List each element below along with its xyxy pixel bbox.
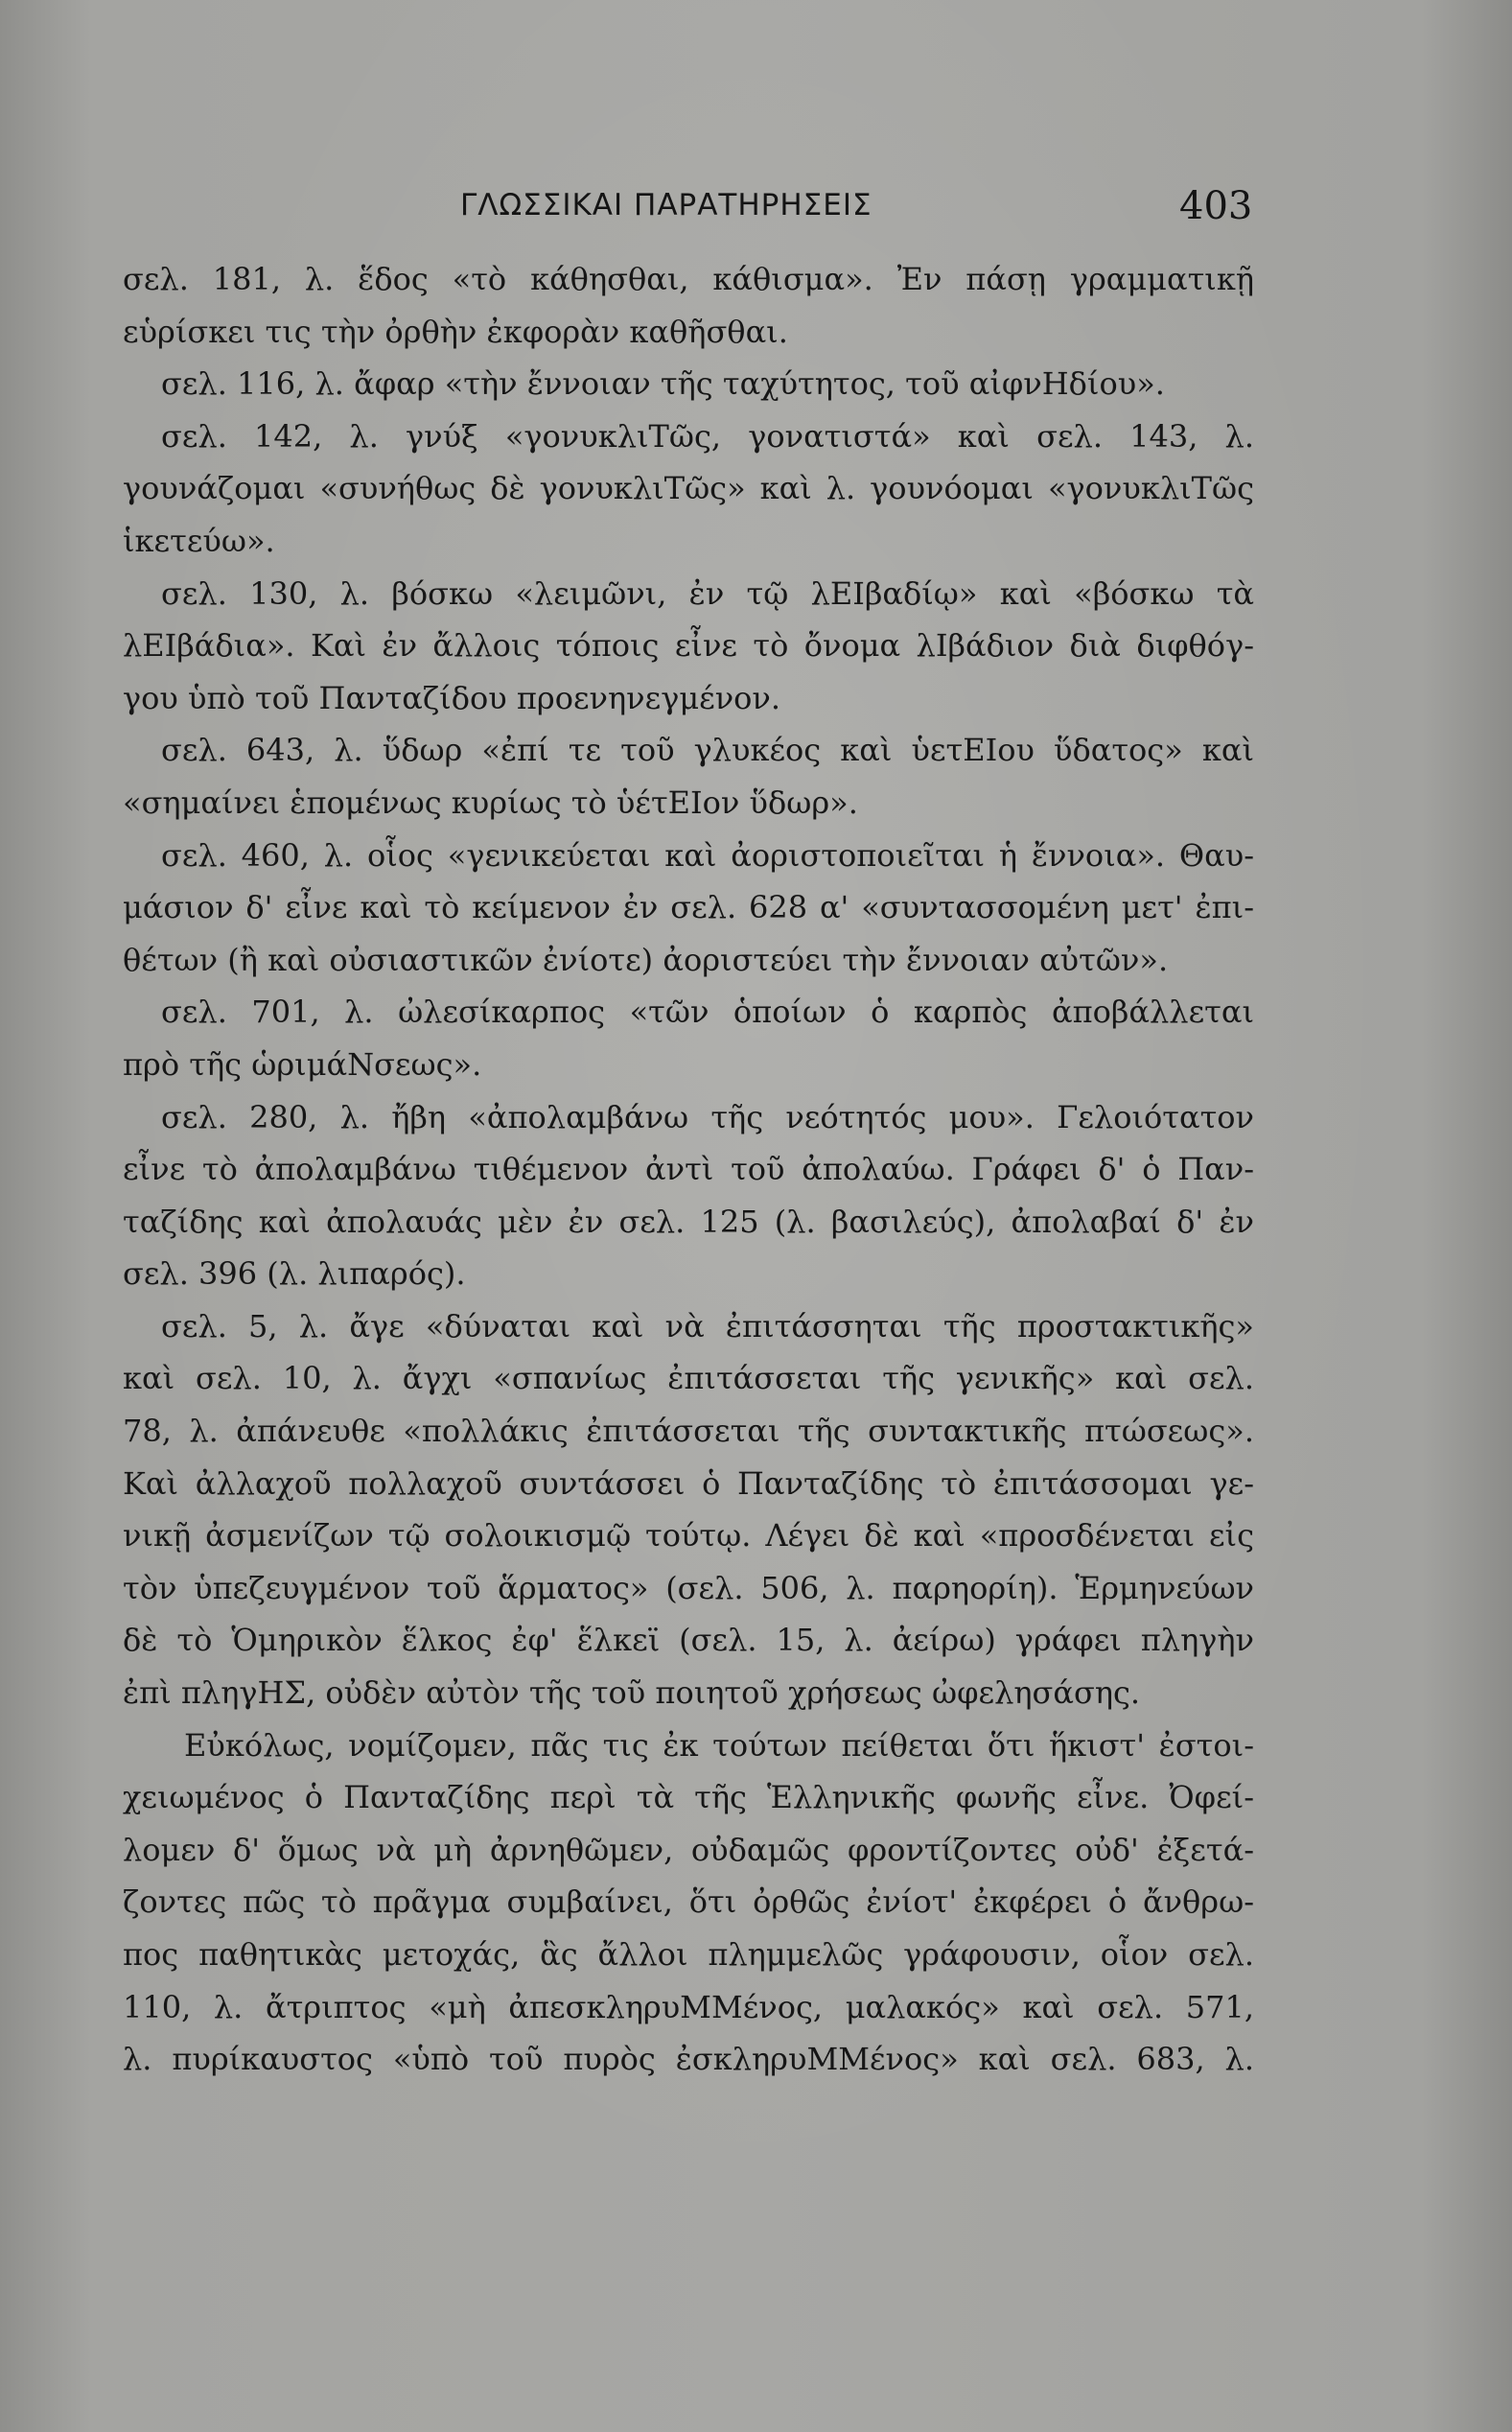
text-line: σελ. 460, λ. οἷος «γενικεύεται καὶ ἀοριστοποιεῖται ἡ ἔννοια». Θαυ- [161,836,1254,874]
text-line: γου ὑπὸ τοῦ Πανταζίδου προενηνεγμένον. [123,679,781,716]
text-line: 78, λ. ἀπάνευθε «πολλάκις ἐπιτάσσεται τῆς συντακτικῆς πτώσεως». [123,1413,1254,1450]
text-line: 110, λ. ἄτριπτος «μὴ ἀπεσκληρυΜΜένος, μαλακός» καὶ σελ. 571, [123,1988,1254,2025]
text-line: σελ. 130, λ. βόσκω «λειμῶνι, ἐν τῷ λΕΙβαδίῳ» καὶ «βόσκω τὰ [161,574,1254,612]
text-line: λομεν δ' ὅμως νὰ μὴ ἀρνηθῶμεν, οὐδαμῶς φροντίζοντες οὐδ' ἐξετά- [123,1831,1254,1868]
text-line: θέτων (ἢ καὶ οὐσιαστικῶν ἐνίοτε) ἀοριστεύει τὴν ἔννοιαν αὐτῶν». [123,941,1169,978]
text-line: εἶνε τὸ ἀπολαμβάνω τιθέμενον ἀντὶ τοῦ ἀπολαύω. Γράφει δ' ὁ Παν- [123,1151,1254,1188]
text-line: λΕΙβάδια». Καὶ ἐν ἄλλοις τόποις εἶνε τὸ ὄνομα λΙβάδιον διὰ διφθόγ- [123,627,1254,665]
text-line: σελ. 5, λ. ἄγε «δύναται καὶ νὰ ἐπιτάσσηται τῆς προστακτικῆς» [161,1307,1254,1345]
text-line: ταζίδης καὶ ἀπολαυάς μὲν ἐν σελ. 125 (λ. βασιλεύς), ἀπολαβαί δ' ἐν [123,1203,1254,1240]
text-line: Καὶ ἀλλαχοῦ πολλαχοῦ συντάσσει ὁ Πανταζίδης τὸ ἐπιτάσσομαι γε- [123,1464,1254,1502]
text-line: ζοντες πῶς τὸ πρᾶγμα συμβαίνει, ὅτι ὀρθῶς ἐνίοτ' ἐκφέρει ὁ ἄνθρω- [123,1883,1254,1921]
text-line: τὸν ὑπεζευγμένον τοῦ ἅρματος» (σελ. 506, λ. παρηορίη). Ἑρμηνεύων [123,1569,1254,1606]
running-title: ΓΛΩΣΣΙΚΑΙ ΠΑΡΑΤΗΡΗΣΕΙΣ [460,188,872,222]
page-header [0,184,1512,236]
text-line: εὑρίσκει τις τὴν ὀρθὴν ἐκφορὰν καθῆσθαι. [123,313,788,350]
text-line: σελ. 643, λ. ὕδωρ «ἐπί τε τοῦ γλυκέος καὶ ὑετΕΙου ὕδατος» καὶ [161,732,1254,769]
text-line: δὲ τὸ Ὁμηρικὸν ἕλκος ἐφ' ἕλκεϊ (σελ. 15, λ. ἀείρω) γράφει πληγὴν [123,1622,1254,1659]
text-line: μάσιον δ' εἶνε καὶ τὸ κείμενον ἐν σελ. 628 α' «συντασσομένη μετ' ἐπι- [123,889,1254,926]
text-line: ἱκετεύω». [123,522,275,559]
text-line: πρὸ τῆς ὡριμάΝσεως». [123,1045,482,1083]
text-line: πος παθητικὰς μετοχάς, ἃς ἄλλοι πλημμελῶς γράφουσιν, οἷον σελ. [123,1936,1254,1973]
text-line: σελ. 701, λ. ὠλεσίκαρπος «τῶν ὁποίων ὁ καρπὸς ἀποβάλλεται [161,994,1254,1031]
page-number: 403 [1179,184,1253,228]
text-line: λ. πυρίκαυστος «ὑπὸ τοῦ πυρὸς ἐσκληρυΜΜένος» καὶ σελ. 683, λ. [123,2041,1254,2078]
text-line: σελ. 396 (λ. λιπαρός). [123,1255,466,1293]
text-line: χειωμένος ὁ Πανταζίδης περὶ τὰ τῆς Ἑλληνικῆς φωνῆς εἶνε. Ὀφεί- [123,1779,1254,1816]
text-line: καὶ σελ. 10, λ. ἄγχι «σπανίως ἐπιτάσσεται τῆς γενικῆς» καὶ σελ. [123,1360,1254,1397]
text-line: «σημαίνει ἑπομένως κυρίως τὸ ὑέτΕΙον ὕδωρ». [123,783,858,821]
text-line: γουνάζομαι «συνήθως δὲ γονυκλιΤῶς» καὶ λ. γουνόομαι «γονυκλιΤῶς [123,470,1254,507]
body-text [123,253,1254,2086]
text-line: σελ. 280, λ. ἤβη «ἀπολαμβάνω τῆς νεότητός μου». Γελοιότατον [161,1098,1254,1135]
text-line: ἐπὶ πληγΗΣ, οὐδὲν αὐτὸν τῆς τοῦ ποιητοῦ χρήσεως ὠφελησάσης. [123,1674,1141,1712]
text-line: Εὐκόλως, νομίζομεν, πᾶς τις ἐκ τούτων πείθεται ὅτι ἥκιστ' ἐστοι- [184,1726,1254,1764]
text-line: σελ. 181, λ. ἕδος «τὸ κάθησθαι, κάθισμα». Ἐν πάσῃ γραμματικῇ [123,261,1254,297]
text-line: σελ. 142, λ. γνύξ «γονυκλιΤῶς, γονατιστά» καὶ σελ. 143, λ. [161,417,1254,455]
text-line: σελ. 116, λ. ἄφαρ «τὴν ἔννοιαν τῆς ταχύτητος, τοῦ αἰφνΗδίου». [161,365,1165,403]
text-line: νικῇ ἀσμενίζων τῷ σολοικισμῷ τούτῳ. Λέγει δὲ καὶ «προσδένεται εἰς [123,1517,1254,1555]
